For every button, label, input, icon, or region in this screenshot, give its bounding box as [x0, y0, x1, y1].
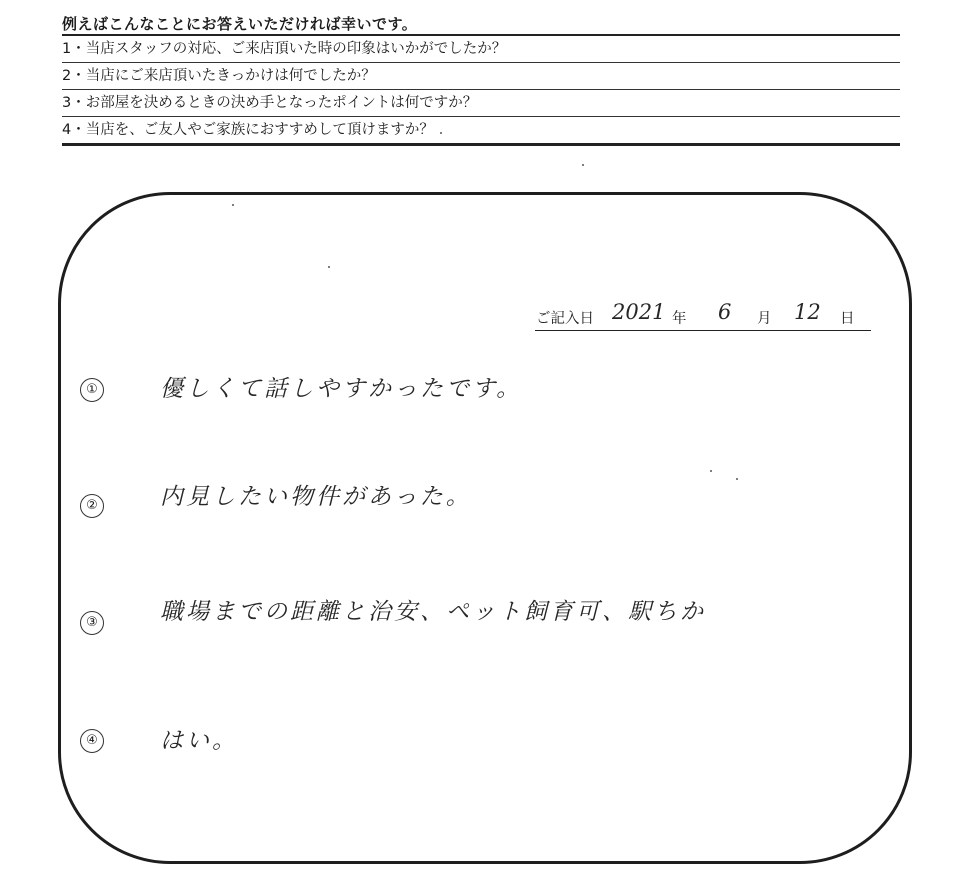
- date-label: ご記入日: [536, 311, 594, 327]
- question-3: 3・お部屋を決めるときの決め手となったポイントは何ですか？: [62, 90, 900, 117]
- question-2: 2・当店にご来店頂いたきっかけは何でしたか？: [62, 63, 900, 90]
- answer-number-2: ②: [80, 494, 104, 518]
- date-year-unit: 年: [672, 311, 687, 327]
- question-guide: [62, 14, 900, 146]
- answer-text-3: 職場までの距離と治安、ペット飼育可、駅ちか: [160, 599, 706, 625]
- date-day: 12: [794, 300, 821, 324]
- date-underline: [535, 330, 871, 331]
- answer-number-4: ④: [80, 729, 104, 753]
- answer-text-1: 優しくて話しやすかったです。: [160, 376, 523, 402]
- scan-speck: [328, 266, 330, 268]
- scan-speck: [232, 204, 234, 206]
- answer-number-3: ③: [80, 611, 104, 635]
- date-year: 2021: [612, 300, 666, 324]
- date-day-unit: 日: [840, 311, 855, 327]
- scan-speck: [736, 478, 738, 480]
- scan-speck: [440, 132, 442, 134]
- scan-speck: [710, 470, 712, 472]
- question-4: 4・当店を、ご友人やご家族におすすめして頂けますか？: [62, 117, 900, 146]
- guide-title: 例えばこんなことにお答えいただければ幸いです。: [62, 14, 900, 36]
- answer-text-2: 内見したい物件があった。: [160, 484, 472, 510]
- date-month: 6: [718, 300, 732, 324]
- answer-number-1: ①: [80, 378, 104, 402]
- answer-card: [58, 192, 912, 864]
- answer-text-4: はい。: [160, 728, 238, 754]
- date-month-unit: 月: [757, 311, 772, 327]
- scan-speck: [582, 164, 584, 166]
- question-1: 1・当店スタッフの対応、ご来店頂いた時の印象はいかがでしたか？: [62, 36, 900, 63]
